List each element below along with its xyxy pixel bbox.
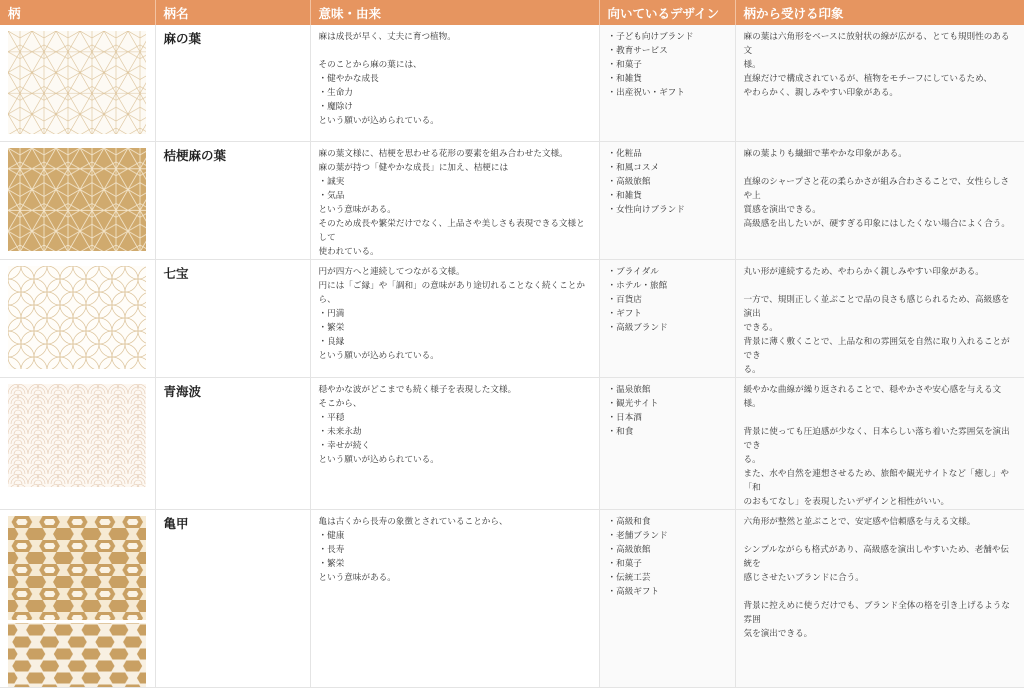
table-row [0, 259, 1024, 377]
cell-line: ・ギフト [607, 308, 642, 319]
cell-line: のおもてなし」を表現したいデザインと相性がいい。 [743, 496, 950, 507]
cell-line [744, 279, 1016, 293]
cell-line: ・ホテル・旅館 [607, 280, 668, 291]
cell-line: ・平穏 [318, 412, 345, 423]
cell-line: ・女性向けブランド [607, 204, 685, 215]
design-cell [599, 141, 735, 259]
cell-line [319, 44, 591, 58]
cell-line: 緩やかな曲線が繰り返されることで、穏やかさや安心感を与える文様。 [743, 384, 1002, 409]
pattern-name: 桔梗麻の葉 [155, 141, 310, 259]
cell-line: ・誠実 [318, 176, 345, 187]
cell-line: ・生命力 [318, 88, 353, 98]
meaning-cell [310, 377, 599, 509]
cell-line: 麻の葉よりも繊細で華やかな印象がある。 [743, 148, 907, 159]
cell-line: ・子ども向けブランド [607, 32, 694, 42]
cell-line: ・健康 [318, 530, 345, 541]
impression-cell [735, 25, 1024, 141]
cell-line: という意味がある。 [318, 572, 396, 583]
cell-line: ・ブライダル [607, 266, 659, 277]
cell-line: ・温泉旅館 [607, 384, 651, 395]
cell-line: そのことから麻の葉には、 [318, 60, 422, 70]
cell-line: ・長寿 [318, 544, 345, 555]
pattern-name: 麻の葉 [155, 25, 310, 141]
cell-line: ・和菓子 [607, 558, 642, 569]
cell-line: ・観光サイト [607, 398, 659, 409]
cell-line: 使われている。 [318, 246, 379, 257]
impression-cell [735, 141, 1024, 259]
cell-line: ・出産祝い・ギフト [607, 88, 685, 98]
cell-line: シンプルながらも格式があり、高級感を演出しやすいため、老舗や伝統を [743, 544, 1010, 569]
cell-line: 感じさせたいブランドに合う。 [743, 572, 864, 583]
cell-line: そのため成長や繁栄だけでなく、上品さや美しさも表現できる文様として [318, 218, 585, 243]
cell-line: 麻の葉は六角形をベースに放射状の線が広がる、とても規則性のある文 [743, 32, 1010, 56]
cell-line: 円には「ご縁」や「調和」の意味があり途切れることなく続くことから、 [318, 280, 585, 305]
cell-line: 丸い形が連続するため、やわらかく親しみやすい印象がある。 [743, 266, 984, 277]
cell-line: 一方で、規則正しく並ぶことで品の良さも感じられるため、高級感を演出 [743, 294, 1010, 319]
header-impression: 柄から受ける印象 [735, 0, 1024, 25]
cell-line: 亀は古くから長寿の象徴とされていることから、 [318, 516, 508, 527]
cell-line: ・百貨店 [607, 294, 642, 305]
header-pattern: 柄 [0, 0, 155, 25]
cell-line: 麻は成長が早く、丈夫に育つ植物。 [318, 32, 456, 42]
impression-cell [735, 509, 1024, 687]
cell-line: やわらかく、親しみやすい印象がある。 [743, 88, 899, 98]
cell-line: ・健やかな成長 [318, 74, 379, 84]
design-cell [599, 259, 735, 377]
cell-line [744, 529, 1016, 543]
design-cell [599, 25, 735, 141]
meaning-cell [310, 25, 599, 141]
cell-line [744, 411, 1016, 425]
cell-line: 直線のシャープさと花の柔らかさが組み合わさることで、女性らしさや上 [743, 176, 1010, 201]
header-design: 向いているデザイン [599, 0, 735, 25]
cell-line: 麻の葉文様に、桔梗を思わせる花形の要素を組み合わせた文様。 [318, 148, 568, 159]
design-cell [599, 509, 735, 687]
cell-line: ・老舗ブランド [607, 530, 668, 541]
cell-line: 背景に使っても圧迫感が少なく、日本らしい落ち着いた雰囲気を演出でき [743, 426, 1010, 451]
table-row [0, 377, 1024, 509]
table-header-row [0, 0, 1024, 25]
cell-line: また、水や自然を連想させるため、旅館や観光サイトなど「癒し」や「和 [743, 468, 1009, 493]
header-meaning: 意味・由来 [310, 0, 599, 25]
cell-line: ・幸せが続く [318, 440, 371, 451]
kikyo-asanoha-pattern-icon [8, 148, 146, 251]
pattern-name: 青海波 [155, 377, 310, 509]
pattern-name: 亀甲 [155, 509, 310, 687]
cell-line: ・化粧品 [607, 148, 642, 159]
pattern-name: 七宝 [155, 259, 310, 377]
cell-line: そこから、 [318, 398, 362, 409]
cell-line: 様。 [743, 60, 761, 70]
cell-line: ・高級ブランド [607, 322, 668, 333]
cell-line: できる。 [743, 322, 778, 333]
cell-line: ・和雑貨 [607, 74, 642, 84]
cell-line: 質感を演出できる。 [743, 204, 821, 215]
impression-cell [735, 377, 1024, 509]
cell-line: ・教育サービス [607, 46, 668, 56]
cell-line: ・和菓子 [607, 60, 642, 70]
cell-line: ・和雑貨 [607, 190, 642, 201]
cell-line: ・高級ギフト [607, 586, 660, 597]
meaning-cell [310, 259, 599, 377]
cell-line: ・高級旅館 [607, 544, 651, 555]
cell-line: 穏やかな波がどこまでも続く様子を表現した文様。 [318, 384, 517, 395]
cell-line: 六角形が整然と並ぶことで、安定感や信頼感を与える文様。 [743, 516, 976, 527]
seigaiha-pattern-icon [8, 384, 146, 487]
impression-cell [735, 259, 1024, 377]
cell-line: ・日本酒 [607, 412, 642, 423]
cell-line: 背景に薄く敷くことで、上品な和の雰囲気を自然に取り入れることができ [743, 336, 1010, 361]
cell-line: ・高級旅館 [607, 176, 651, 187]
cell-line: ・和風コスメ [607, 162, 660, 173]
table-row [0, 509, 1024, 687]
shippo-pattern-icon [8, 266, 146, 369]
cell-line: 気を演出できる。 [743, 628, 813, 639]
cell-line: 麻の葉が持つ「健やかな成長」に加え、桔梗には [318, 162, 509, 173]
design-cell [599, 377, 735, 509]
cell-line: という願いが込められている。 [318, 350, 439, 361]
cell-line: ・未来永劫 [318, 426, 362, 437]
cell-line: ・繁栄 [318, 558, 345, 569]
cell-line: ・伝統工芸 [607, 572, 651, 583]
cell-line: という意味がある。 [318, 204, 396, 215]
table-row [0, 25, 1024, 141]
cell-line: ・円満 [318, 308, 345, 319]
meaning-cell [310, 509, 599, 687]
cell-line: ・和食 [607, 426, 634, 437]
cell-line: という願いが込められている。 [318, 116, 439, 126]
cell-line: ・高級和食 [607, 516, 651, 527]
meaning-cell [310, 141, 599, 259]
cell-line: 背景に控えめに使うだけでも、ブランド全体の格を引き上げるような雰囲 [743, 600, 1010, 625]
cell-line: ・気品 [318, 190, 345, 201]
cell-line: 円が四方へと連続してつながる文様。 [318, 266, 465, 277]
cell-line [744, 585, 1016, 599]
table-row [0, 141, 1024, 259]
asanoha-pattern-icon [8, 31, 146, 134]
cell-line: ・魔除け [318, 102, 353, 112]
header-name: 柄名 [155, 0, 310, 25]
cell-line: という願いが込められている。 [318, 454, 439, 465]
cell-line: ・良縁 [318, 336, 345, 347]
cell-line: 高級感を出したいが、硬すぎる印象にはしたくない場合によく合う。 [743, 218, 1010, 229]
cell-line [744, 161, 1016, 175]
cell-line: る。 [743, 454, 761, 465]
cell-line: ・繁栄 [318, 322, 345, 333]
cell-line: る。 [743, 364, 761, 375]
cell-line: 直線だけで構成されているが、植物をモチーフにしているため、 [743, 74, 992, 84]
